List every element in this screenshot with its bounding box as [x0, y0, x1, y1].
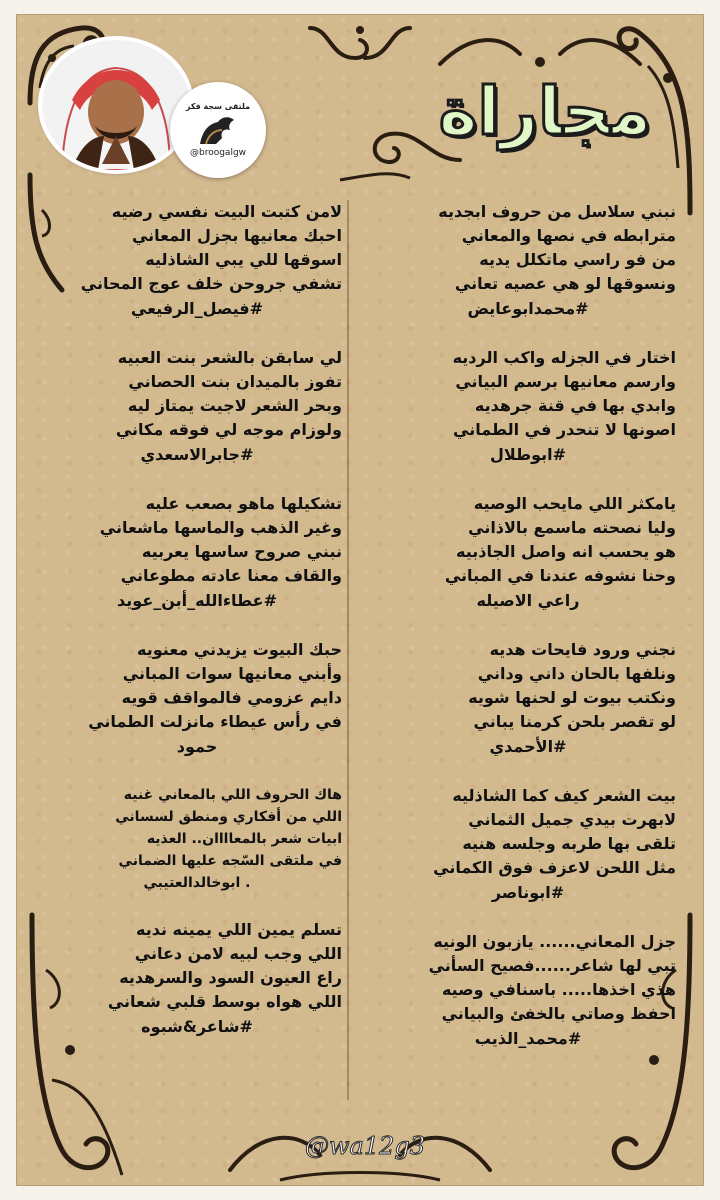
poem-line: وارسم معانيها برسم البياني: [455, 372, 676, 391]
poem-line: جزل المعاني...... يازبون الونيه: [433, 932, 676, 951]
poem-line: اللي هواه بوسط قلبي شعاني: [107, 992, 342, 1011]
poem-line: ولوزام موجه لي فوقه مكاني: [115, 420, 342, 439]
forum-handle: @broogalgw: [189, 148, 247, 158]
poem-line: بيت الشعر كيف كما الشاذليه: [452, 786, 676, 805]
poet-signature: #ابوناصر: [491, 883, 565, 902]
stanza: [380, 200, 676, 322]
poem-line: وبحر الشعر لاجيت يمتاز ليه: [127, 396, 342, 415]
stanza: [52, 200, 342, 322]
poem-line: هو يحسب انه واصل الجاذبيه: [455, 542, 676, 561]
poet-signature: #محمد_الذيب: [474, 1029, 582, 1048]
poem-line: ونسوقها لو هي عصيه تعاني: [454, 274, 676, 293]
poet-signature: #محمدابوعايض: [467, 299, 589, 318]
poet-signature: #الأحمدي: [489, 737, 567, 756]
poem-line: ابيات شعر بالمعاااان.. العذيه: [146, 831, 342, 847]
poem-line: دايم عزومي فالمواقف قويه: [121, 688, 342, 707]
poet-signature: #ابوطلال: [489, 445, 567, 464]
poem-line: تلقى بها طربه وجلسه هنيه: [462, 834, 676, 853]
poem-line: وليا نصحته ماسمع بالاذاني: [468, 518, 676, 537]
stanza: [380, 346, 676, 468]
poem-line: والقاف معنا عادته مطوعاني: [120, 566, 342, 585]
poet-signature: . ابوخالدالعتيبي: [143, 875, 251, 891]
poem-line: حبك البيوت يزيدني معنويه: [137, 640, 342, 659]
right-poem-column: [380, 200, 676, 1076]
poem-line: لابهرت بيدي جميل الثماني: [468, 810, 676, 829]
poem-line: تشكيلها ماهو بصعب عليه: [145, 494, 342, 513]
poem-line: يامكثر اللي مايحب الوصيه: [473, 494, 676, 513]
poem-line: تبي لها شاعر......فصيح السأني: [428, 956, 676, 975]
poem-line: مترابطه في نصها والمعاني: [461, 226, 676, 245]
poem-line: تشفي جروحن خلف عوج المحاني: [80, 274, 342, 293]
forum-name: ملتقى سجة فكر: [185, 102, 251, 111]
poem-line: وابدي بها في قنة جرهديه: [474, 396, 676, 415]
poet-signature: #شاعر&شبوه: [141, 1017, 253, 1036]
poet-avatar: [42, 40, 190, 170]
poem-line: ونلفها بالحان داني وداني: [477, 664, 676, 683]
stanza: [52, 492, 342, 614]
stanza: [380, 784, 676, 906]
poem-line: في رأس عيطاء مانزلت الطماني: [88, 712, 342, 731]
poet-signature: راعي الاصيله: [476, 591, 580, 610]
stanza: [52, 638, 342, 760]
poet-signature: #عطاءالله_أبن_عويد: [117, 591, 277, 610]
poem-line: احفظ وصاتي بالخفئ والبياني: [441, 1004, 676, 1023]
poem-line: مثل اللحن لاعزف فوق الكماني: [433, 858, 676, 877]
watermark-handle: @wa12g3: [304, 1132, 426, 1160]
poem-line: احبك معانيها بجزل المعاني: [131, 226, 342, 245]
poem-line: لو تقصر بلحن كرمنا يباني: [473, 712, 676, 731]
ornament-top-middle: [300, 18, 420, 78]
poem-line: لي سابقن بالشعر بنت العبيه: [117, 348, 342, 367]
poem-line: تسلم يمين اللي يمينه نديه: [136, 920, 342, 939]
poem-line: اللي وجب لبيه لامن دعاني: [134, 944, 342, 963]
poem-line: اصونها لا تنحدر في الطماني: [453, 420, 676, 439]
poem-line: اللي من أفكاري ومنطق لسساني: [115, 809, 342, 825]
page-title: مجاراة: [438, 73, 652, 150]
poem-line: وغير الذهب والماسها ماشعاني: [99, 518, 342, 537]
horse-logo-icon: [196, 114, 240, 146]
column-divider: [347, 200, 349, 1100]
poet-signature: حمود: [176, 737, 218, 756]
poem-line: لامن كتبت البيت نفسي رضيه: [111, 202, 342, 221]
stanza: [52, 784, 342, 894]
poem-line: ونكتب بيوت لو لحنها شويه: [468, 688, 676, 707]
poem-line: نبني صروح ساسها يعربيه: [141, 542, 342, 561]
poem-line: هاك الحروف اللي بالمعاني غنيه: [123, 787, 342, 803]
left-poem-column: [52, 200, 342, 1064]
poet-signature: #فيصل_الرفيعي: [130, 299, 264, 318]
poem-line: وحنا نشوفه عندنا في المباني: [444, 566, 676, 585]
stanza: [380, 930, 676, 1052]
stanza: [52, 346, 342, 468]
poet-signature: #جابرالاسعدي: [140, 445, 254, 464]
stanza: [52, 918, 342, 1040]
poem-line: في ملتقى السّجه عليها الضماني: [118, 853, 342, 869]
poem-line: وأبني معانيها سوات المباني: [122, 664, 342, 683]
poem-line: اسوقها للي يبي الشاذليه: [145, 250, 342, 269]
poem-line: من فو راسي ماتكلل يديه: [479, 250, 676, 269]
poem-line: اختار في الجزله واكب الرديه: [452, 348, 676, 367]
poem-line: نجني ورود فايحات هديه: [489, 640, 676, 659]
forum-badge: [170, 82, 266, 178]
poem-line: راع العيون السود والسرهديه: [119, 968, 342, 987]
poem-line: هذي اخذها..... باسنافي وصيه: [441, 980, 676, 999]
stanza: [380, 492, 676, 614]
poem-line: نبني سلاسل من حروف ابجديه: [438, 202, 676, 221]
poem-line: تفوز بالميدان بنت الحصاني: [128, 372, 342, 391]
stanza: [380, 638, 676, 760]
